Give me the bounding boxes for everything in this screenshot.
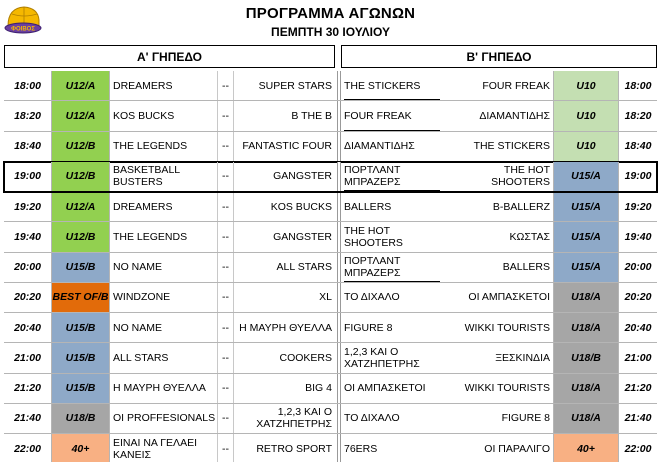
court-b-away-team: ΔΙΑΜΑΝΤΙΔΗΣ bbox=[479, 109, 550, 122]
court-a-home-team: WINDZONE bbox=[113, 291, 171, 304]
court-a-time: 21:40 bbox=[14, 412, 41, 425]
court-a-home-team: DREAMERS bbox=[113, 200, 173, 213]
court-a-time: 19:20 bbox=[14, 200, 41, 213]
court-divider bbox=[337, 404, 341, 433]
table-row bbox=[4, 101, 657, 131]
court-a-home-team: ΕΙΝΑΙ ΝΑ ΓΕΛΑΕΙ ΚΑΝΕΙΣ bbox=[113, 436, 197, 461]
court-a-away-team: Η ΜΑΥΡΗ ΘΥΕΛΛΑ bbox=[239, 321, 332, 334]
table-row bbox=[4, 192, 657, 222]
page-title: ΠΡΟΓΡΑΜΜΑ ΑΓΩΝΩΝ bbox=[245, 5, 416, 22]
court-a-time: 19:40 bbox=[14, 230, 41, 243]
court-a-time: 19:00 bbox=[14, 170, 41, 183]
court-b-time: 21:40 bbox=[624, 412, 652, 425]
table-row bbox=[4, 434, 657, 462]
court-b-away-team: ΚΩΣΤΑΣ bbox=[509, 230, 550, 243]
table-row bbox=[4, 343, 657, 373]
court-a-category: U15/B bbox=[51, 343, 110, 372]
court-a-home-team: THE LEGENDS bbox=[113, 230, 188, 243]
court-b-time: 21:20 bbox=[624, 382, 652, 395]
court-b-time: 19:00 bbox=[624, 170, 652, 183]
court-a-away-team: XL bbox=[319, 291, 332, 304]
court-a-vs-separator: -- bbox=[217, 192, 234, 221]
court-b-time: 20:20 bbox=[624, 291, 652, 304]
court-a-category: 40+ bbox=[51, 434, 110, 462]
table-row bbox=[4, 162, 657, 192]
court-a-category: U12/B bbox=[51, 132, 110, 161]
court-divider bbox=[337, 253, 341, 282]
court-a-away-team: FANTASTIC FOUR bbox=[242, 140, 332, 153]
court-a-category: U15/B bbox=[51, 313, 110, 342]
court-b-home-team: THE STICKERS bbox=[344, 79, 421, 92]
court-a-category: U12/A bbox=[51, 192, 110, 221]
court-a-vs-separator: -- bbox=[217, 313, 234, 342]
court-a-time: 21:20 bbox=[14, 382, 41, 395]
court-b-home-team: ΤΟ ΔΙΧΑΛΟ bbox=[344, 291, 400, 304]
court-b-away-team: ΟΙ ΠΑΡΑΛΙΓΟ bbox=[484, 442, 550, 455]
court-a-away-team: GANGSTER bbox=[273, 230, 332, 243]
court-b-time: 20:40 bbox=[624, 321, 652, 334]
court-a-vs-separator: -- bbox=[217, 162, 234, 191]
court-a-away-team: 1,2,3 ΚΑΙ Ο ΧΑΤΖΗΠΕΤΡΗΣ bbox=[256, 406, 332, 431]
court-a-home-team: ΟΙ PROFFESIONALS bbox=[113, 412, 216, 425]
court-b-away-team: BALLERS bbox=[502, 261, 550, 274]
court-b-home-team: BALLERS bbox=[344, 200, 392, 213]
court-a-away-team: B THE B bbox=[291, 109, 332, 122]
court-b-away-team: THE STICKERS bbox=[473, 140, 550, 153]
table-row bbox=[4, 404, 657, 434]
court-a-time: 21:00 bbox=[14, 351, 41, 364]
court-a-time: 18:00 bbox=[14, 79, 41, 92]
court-b-category: U10 bbox=[553, 132, 619, 161]
court-a-vs-separator: -- bbox=[217, 374, 234, 403]
court-b-home-team: ΟΙ ΑΜΠΑΣΚΕΤΟΙ bbox=[344, 382, 426, 395]
court-b-category: 40+ bbox=[553, 434, 619, 462]
court-a-time: 22:00 bbox=[14, 442, 41, 455]
court-a-vs-separator: -- bbox=[217, 343, 234, 372]
court-b-home-team: THE HOT SHOOTERS bbox=[344, 224, 403, 249]
court-divider bbox=[337, 313, 341, 342]
table-row bbox=[4, 222, 657, 252]
cell-underline bbox=[344, 130, 440, 131]
cell-underline bbox=[344, 190, 440, 191]
court-b-home-team: 76ERS bbox=[344, 442, 378, 455]
svg-text:ΦΟΙΒΟΣ: ΦΟΙΒΟΣ bbox=[11, 26, 35, 33]
court-divider bbox=[337, 374, 341, 403]
court-a-time: 20:00 bbox=[14, 261, 41, 274]
court-a-home-team: ALL STARS bbox=[113, 351, 169, 364]
court-b-category: U18/B bbox=[553, 343, 619, 372]
court-a-away-team: SUPER STARS bbox=[258, 79, 332, 92]
court-divider bbox=[337, 192, 341, 221]
court-a-away-team: ALL STARS bbox=[276, 261, 332, 274]
court-a-home-team: THE LEGENDS bbox=[113, 140, 188, 153]
court-a-away-team: KOS BUCKS bbox=[270, 200, 332, 213]
court-b-home-team: ΠΟΡΤΛΑΝΤ ΜΠΡΑΖΕΡΣ bbox=[344, 164, 401, 189]
court-a-time: 18:40 bbox=[14, 140, 41, 153]
court-b-away-team: FIGURE 8 bbox=[501, 412, 550, 425]
court-a-header: Α' ΓΗΠΕΔΟ bbox=[4, 45, 335, 68]
court-b-home-team: 1,2,3 ΚΑΙ Ο ΧΑΤΖΗΠΕΤΡΗΣ bbox=[344, 345, 420, 370]
court-b-category: U18/A bbox=[553, 283, 619, 312]
court-b-category: U10 bbox=[553, 101, 619, 130]
court-a-away-team: COOKERS bbox=[279, 351, 332, 364]
court-b-time: 19:40 bbox=[624, 230, 652, 243]
table-row bbox=[4, 313, 657, 343]
court-b-away-team: WIKKI TOURISTS bbox=[464, 321, 550, 334]
schedule-table bbox=[4, 71, 657, 462]
court-b-home-team: FOUR FREAK bbox=[344, 109, 412, 122]
court-divider bbox=[337, 222, 341, 251]
court-b-away-team: ΟΙ ΑΜΠΑΣΚΕΤΟΙ bbox=[468, 291, 550, 304]
cell-underline bbox=[344, 281, 440, 282]
court-b-time: 21:00 bbox=[624, 351, 652, 364]
court-b-away-team: B-BALLERZ bbox=[492, 200, 550, 213]
court-a-home-team: NO NAME bbox=[113, 321, 163, 334]
court-divider bbox=[337, 132, 341, 161]
court-divider bbox=[337, 162, 341, 191]
court-a-home-team: DREAMERS bbox=[113, 79, 173, 92]
court-a-away-team: GANGSTER bbox=[273, 170, 332, 183]
court-b-home-team: FIGURE 8 bbox=[344, 321, 393, 334]
court-a-time: 20:20 bbox=[14, 291, 41, 304]
court-b-header: Β' ΓΗΠΕΔΟ bbox=[341, 45, 657, 68]
court-a-category: U18/B bbox=[51, 404, 110, 433]
court-b-category: U15/A bbox=[553, 222, 619, 251]
court-b-home-team: ΤΟ ΔΙΧΑΛΟ bbox=[344, 412, 400, 425]
court-b-category: U18/A bbox=[553, 313, 619, 342]
court-a-vs-separator: -- bbox=[217, 132, 234, 161]
court-b-time: 18:00 bbox=[624, 79, 652, 92]
court-a-vs-separator: -- bbox=[217, 222, 234, 251]
court-b-time: 22:00 bbox=[624, 442, 652, 455]
court-b-category: U18/A bbox=[553, 374, 619, 403]
court-b-away-team: WIKKI TOURISTS bbox=[464, 382, 550, 395]
court-a-away-team: BIG 4 bbox=[305, 382, 332, 395]
court-a-vs-separator: -- bbox=[217, 71, 234, 100]
court-a-category: BEST OF/B bbox=[51, 283, 110, 312]
court-a-category: U15/B bbox=[51, 253, 110, 282]
court-b-category: U18/A bbox=[553, 404, 619, 433]
court-a-category: U12/B bbox=[51, 222, 110, 251]
court-a-home-team: Η ΜΑΥΡΗ ΘΥΕΛΛΑ bbox=[113, 382, 206, 395]
cell-underline bbox=[344, 99, 440, 100]
court-a-vs-separator: -- bbox=[217, 253, 234, 282]
court-a-time: 18:20 bbox=[14, 109, 41, 122]
court-a-vs-separator: -- bbox=[217, 283, 234, 312]
court-a-category: U12/B bbox=[51, 162, 110, 191]
table-row bbox=[4, 132, 657, 162]
court-a-home-team: BASKETBALL BUSTERS bbox=[113, 164, 180, 189]
table-row bbox=[4, 71, 657, 101]
table-row bbox=[4, 374, 657, 404]
court-divider bbox=[337, 71, 341, 100]
table-row bbox=[4, 283, 657, 313]
court-a-time: 20:40 bbox=[14, 321, 41, 334]
court-a-category: U12/A bbox=[51, 101, 110, 130]
court-b-time: 18:20 bbox=[624, 109, 652, 122]
court-a-away-team: RETRO SPORT bbox=[256, 442, 332, 455]
court-a-vs-separator: -- bbox=[217, 101, 234, 130]
court-b-home-team: ΠΟΡΤΛΑΝΤ ΜΠΡΑΖΕΡΣ bbox=[344, 255, 401, 280]
court-b-away-team: FOUR FREAK bbox=[482, 79, 550, 92]
page-subtitle: ΠΕΜΠΤΗ 30 ΙΟΥΛΙΟΥ bbox=[271, 25, 390, 39]
court-b-category: U15/A bbox=[553, 253, 619, 282]
court-divider bbox=[337, 434, 341, 462]
court-a-home-team: KOS BUCKS bbox=[113, 109, 175, 122]
court-b-category: U10 bbox=[553, 71, 619, 100]
court-b-away-team: ΞΕΣΚΙΝΔΙΑ bbox=[495, 351, 550, 364]
court-divider bbox=[337, 101, 341, 130]
court-a-category: U12/A bbox=[51, 71, 110, 100]
court-b-time: 20:00 bbox=[624, 261, 652, 274]
court-b-category: U15/A bbox=[553, 162, 619, 191]
court-b-time: 18:40 bbox=[624, 140, 652, 153]
court-divider bbox=[337, 343, 341, 372]
court-b-home-team: ΔΙΑΜΑΝΤΙΔΗΣ bbox=[344, 140, 415, 153]
court-a-vs-separator: -- bbox=[217, 404, 234, 433]
table-row bbox=[4, 253, 657, 283]
court-b-category: U15/A bbox=[553, 192, 619, 221]
court-a-vs-separator: -- bbox=[217, 434, 234, 462]
court-b-time: 19:20 bbox=[624, 200, 652, 213]
court-divider bbox=[337, 283, 341, 312]
court-a-category: U15/B bbox=[51, 374, 110, 403]
court-a-home-team: NO NAME bbox=[113, 261, 163, 274]
court-b-away-team: THE HOT SHOOTERS bbox=[491, 164, 550, 189]
